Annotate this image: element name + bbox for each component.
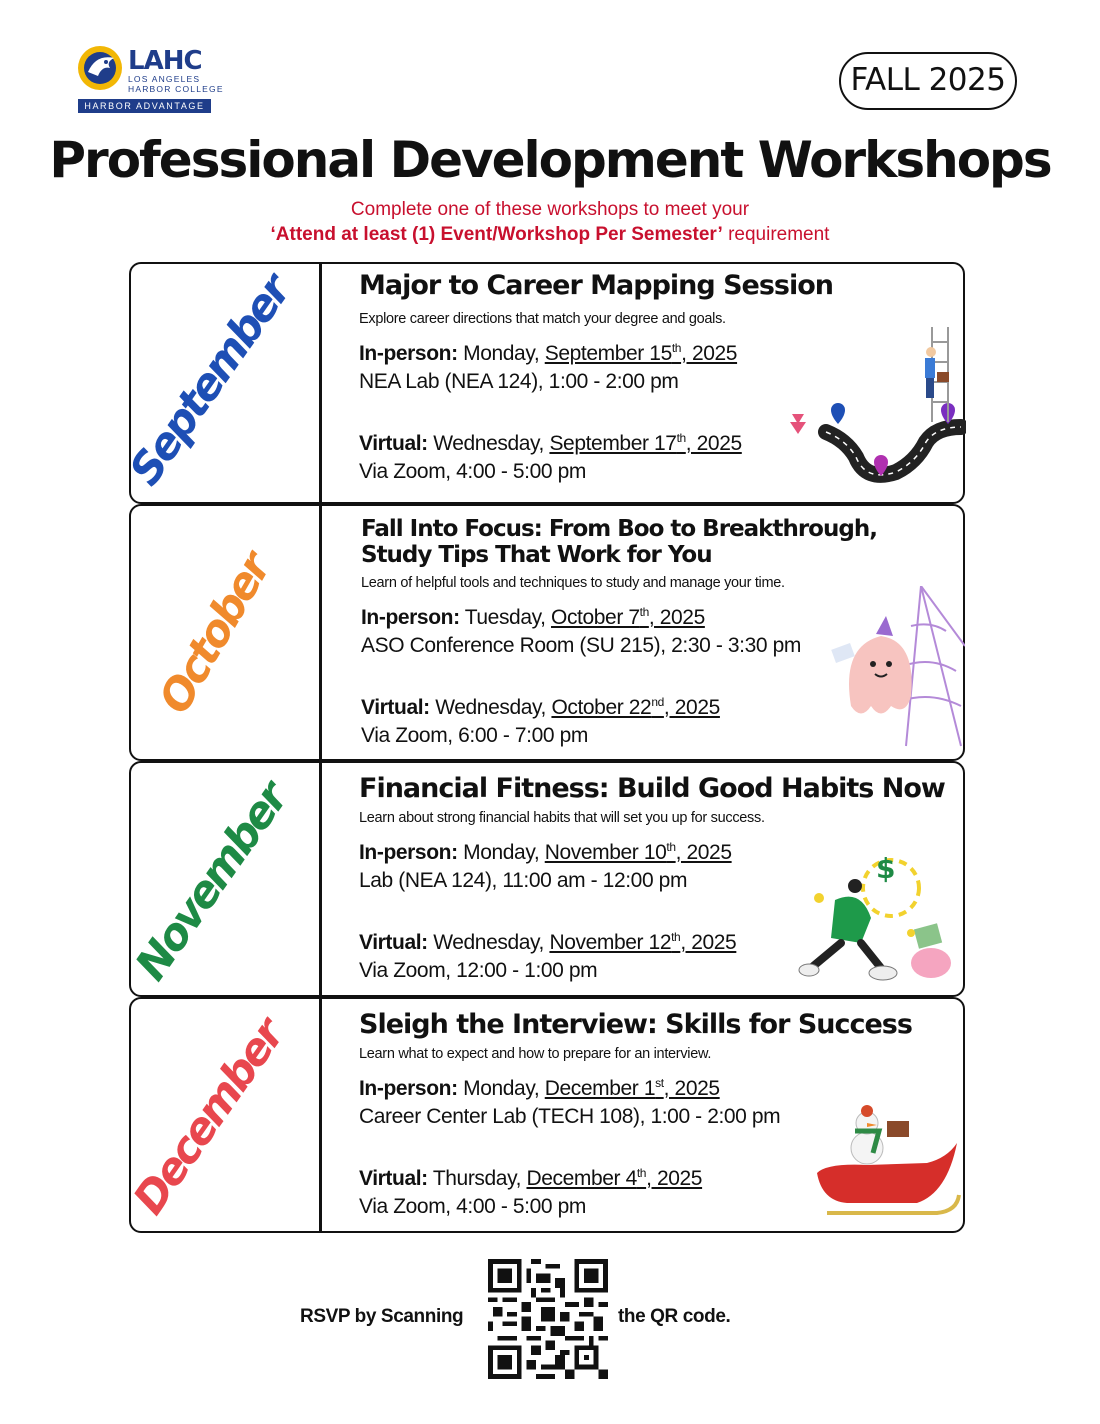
virtual-location: Via Zoom, 12:00 - 1:00 pm	[359, 959, 598, 982]
inperson-location: ASO Conference Room (SU 215), 2:30 - 3:30 pm	[361, 634, 801, 657]
virtual-date: Virtual: Wednesday, September 17th, 2025	[359, 431, 742, 455]
logo-band: HARBOR ADVANTAGE	[78, 99, 211, 113]
rsvp-qr-code[interactable]	[488, 1259, 608, 1379]
workshop-title: Financial Fitness: Build Good Habits Now	[359, 773, 945, 804]
svg-text:$: $	[876, 852, 896, 885]
virtual-date: Virtual: Wednesday, November 12th, 2025	[359, 930, 737, 954]
card-divider	[319, 763, 322, 995]
workshop-description: Learn of helpful tools and techniques to study and manage your time.	[361, 575, 785, 591]
workshop-title: Major to Career Mapping Session	[359, 270, 834, 301]
virtual-date: Virtual: Wednesday, October 22nd, 2025	[361, 695, 720, 719]
svg-text:December: December	[131, 1011, 294, 1224]
inperson-date: In-person: Monday, December 1st, 2025	[359, 1076, 720, 1100]
subtitle-line-2: ‘Attend at least (1) Event/Workshop Per Semester’ requirement	[270, 224, 830, 245]
page-title: Professional Development Workshops	[49, 131, 1051, 189]
inperson-location: Career Center Lab (TECH 108), 1:00 - 2:00 pm	[359, 1105, 781, 1128]
workshop-description: Learn what to expect and how to prepare for an interview.	[359, 1046, 712, 1062]
semester-badge: FALL 2025	[839, 52, 1017, 110]
workshop-card-september	[129, 262, 965, 504]
inperson-location: NEA Lab (NEA 124), 1:00 - 2:00 pm	[359, 370, 679, 393]
career-road-icon	[786, 322, 966, 497]
card-divider	[319, 506, 322, 759]
workshop-title: Sleigh the Interview: Skills for Success	[359, 1009, 912, 1040]
workshop-card-november	[129, 761, 965, 997]
virtual-date: Virtual: Thursday, December 4th, 2025	[359, 1166, 703, 1190]
card-divider	[319, 264, 322, 502]
workshop-description: Explore career directions that match your degree and goals.	[359, 311, 726, 327]
svg-text:September: September	[131, 267, 300, 495]
inperson-location: Lab (NEA 124), 11:00 am - 12:00 pm	[359, 869, 688, 892]
month-label-december	[131, 999, 319, 1231]
card-divider	[319, 999, 322, 1231]
workshop-description: Learn about strong financial habits that will set you up for success.	[359, 810, 765, 826]
virtual-location: Via Zoom, 4:00 - 5:00 pm	[359, 1195, 586, 1218]
running-money-icon	[791, 848, 961, 988]
month-label-september	[131, 264, 319, 502]
subtitle-line-1: Complete one of these workshops to meet your	[350, 199, 750, 220]
workshop-card-december	[129, 997, 965, 1233]
workshop-card-october	[129, 504, 965, 761]
svg-text:November: November	[131, 775, 298, 990]
month-label-october	[131, 506, 319, 759]
inperson-date: In-person: Tuesday, October 7th, 2025	[361, 605, 705, 629]
svg-text:October: October	[149, 546, 281, 723]
virtual-location: Via Zoom, 4:00 - 5:00 pm	[359, 460, 586, 483]
workshop-title-line-1: Fall Into Focus: From Boo to Breakthrough,	[361, 516, 877, 542]
workshop-title-line-2: Study Tips That Work for You	[361, 542, 712, 568]
inperson-date: In-person: Monday, September 15th, 2025	[359, 341, 738, 365]
logo-text: LAHC LOS ANGELES HARBOR COLLEGE	[128, 46, 224, 94]
qr-instruction-text: the QR code.	[618, 1306, 731, 1327]
rsvp-text: RSVP by Scanning	[300, 1306, 464, 1327]
ghost-spiderweb-icon	[831, 586, 965, 748]
month-label-november	[131, 763, 319, 995]
snowman-sleigh-icon	[807, 1103, 963, 1229]
virtual-location: Via Zoom, 6:00 - 7:00 pm	[361, 724, 588, 747]
inperson-date: In-person: Monday, November 10th, 2025	[359, 840, 732, 864]
